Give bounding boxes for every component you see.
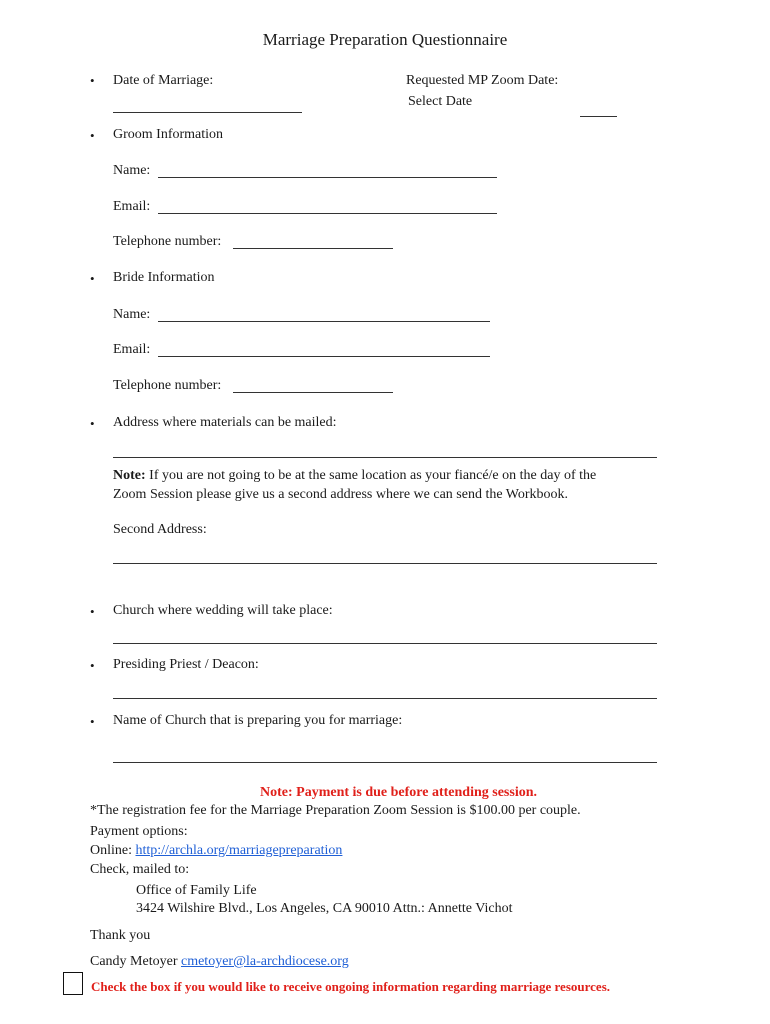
bride-name-label: Name: [113,307,151,322]
checkbox-label: Check the box if you would like to receive ongoing information regarding marriage resources. [91,979,610,994]
groom-email-field[interactable] [158,213,497,214]
bullet-icon: • [90,604,95,619]
date-of-marriage-field[interactable] [113,112,302,113]
bride-email-field[interactable] [158,356,490,357]
second-address-note [113,468,596,484]
date-of-marriage-label: Date of Marriage: [113,73,214,88]
address-field[interactable] [113,457,657,458]
priest-label: Presiding Priest / Deacon: [113,657,259,672]
online-label: Online: [90,843,132,858]
online-payment-line [90,843,342,859]
prep-church-field[interactable] [113,762,657,763]
groom-heading: Groom Information [113,127,224,142]
note-prefix: Note: [113,468,146,483]
second-address-field[interactable] [113,563,657,564]
office-name: Office of Family Life [136,883,257,898]
select-date-dropdown[interactable]: Select Date [408,94,473,109]
prep-church-label: Name of Church that is preparing you for marriage: [113,713,403,728]
bride-phone-field[interactable] [233,392,393,393]
bride-name-field[interactable] [158,321,490,322]
bullet-icon: • [90,73,95,88]
church-field[interactable] [113,643,657,644]
zoom-date-label: Requested MP Zoom Date: [406,73,559,88]
payment-note: Note: Payment is due before attending session. [260,785,538,800]
groom-name-field[interactable] [158,177,497,178]
page-title: Marriage Preparation Questionnaire [262,30,508,49]
address-label: Address where materials can be mailed: [113,415,337,430]
marriage-preparation-link[interactable]: http://archla.org/marriagepreparation [135,843,343,858]
bride-heading: Bride Information [113,270,215,285]
signer-name: Candy Metoyer [90,954,178,969]
payment-options-label: Payment options: [90,824,188,839]
second-address-label: Second Address: [113,522,207,537]
bullet-icon: • [90,416,95,431]
bride-email-label: Email: [113,342,151,357]
zoom-date-field[interactable] [580,116,617,117]
groom-email-label: Email: [113,199,151,214]
resources-checkbox[interactable] [63,972,83,995]
note-line-2: Zoom Session please give us a second address where we can send the Workbook. [113,487,569,502]
check-mailed-label: Check, mailed to: [90,862,190,877]
groom-phone-field[interactable] [233,248,393,249]
office-address: 3424 Wilshire Blvd., Los Angeles, CA 90010 Attn.: Annette Vichot [136,901,513,916]
registration-fee-text: *The registration fee for the Marriage Preparation Zoom Session is $100.00 per couple. [90,803,581,818]
thank-you-text: Thank you [90,928,151,943]
bullet-icon: • [90,658,95,673]
groom-phone-label: Telephone number: [113,234,222,249]
signature-line [90,954,349,970]
bullet-icon: • [90,128,95,143]
bullet-icon: • [90,271,95,286]
church-label: Church where wedding will take place: [113,603,333,618]
signer-email-link[interactable]: cmetoyer@la-archdiocese.org [180,954,349,969]
groom-name-label: Name: [113,163,151,178]
bullet-icon: • [90,714,95,729]
note-line-1: If you are not going to be at the same location as your fiancé/e on the day of the [149,468,597,483]
bride-phone-label: Telephone number: [113,378,222,393]
priest-field[interactable] [113,698,657,699]
